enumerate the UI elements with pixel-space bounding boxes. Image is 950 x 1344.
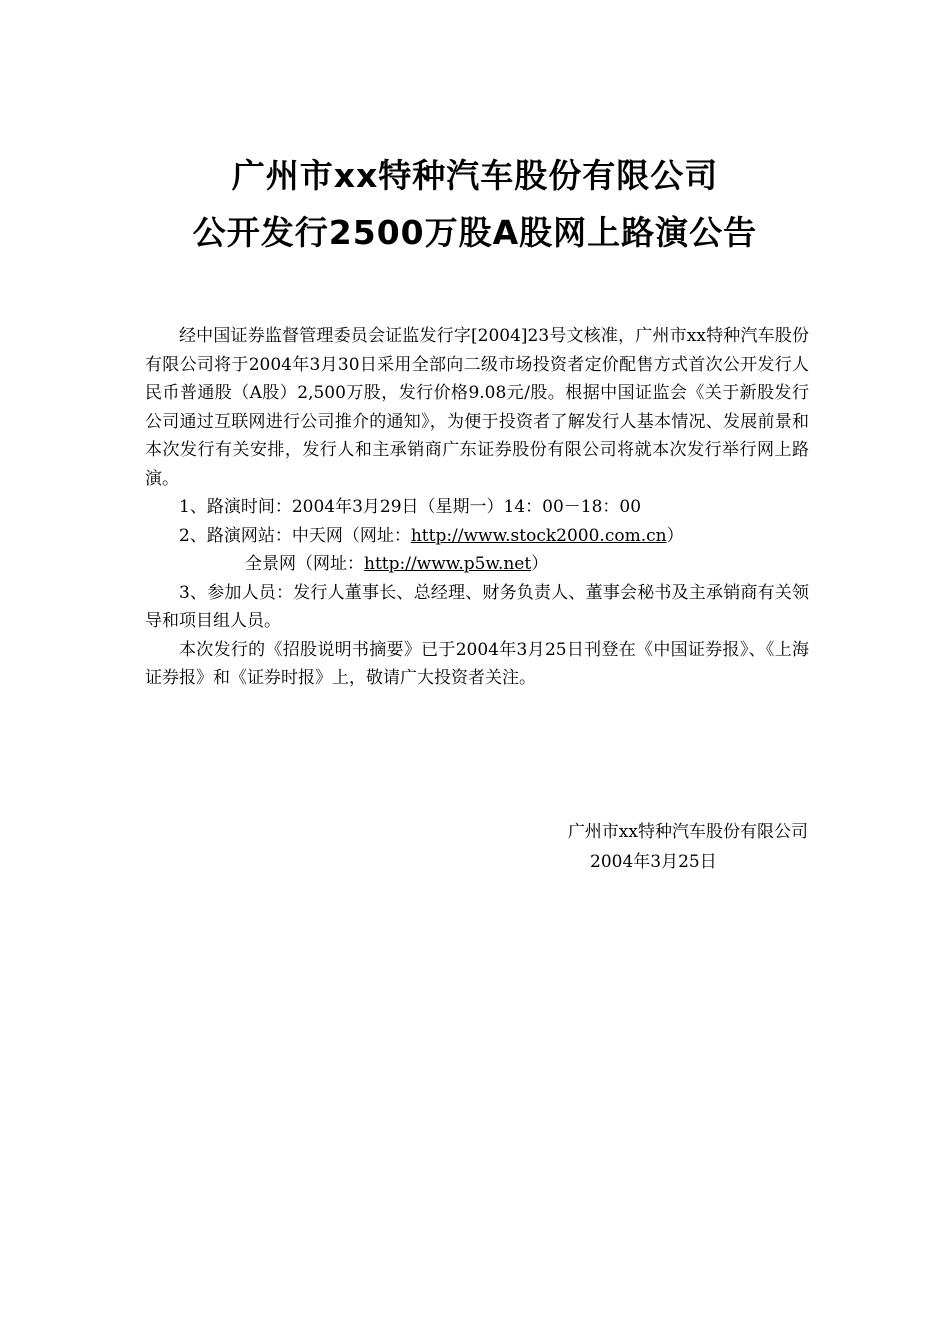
site-2-link[interactable]: http://www.p5w.net	[364, 554, 532, 574]
site-2-suffix: ）	[531, 554, 549, 574]
site-1-link[interactable]: http://www.stock2000.com.cn	[410, 525, 667, 546]
roadshow-time: 1、路演时间：2004年3月29日（星期一）14：00－18：00	[179, 497, 642, 517]
site-2-prefix: 全景网（网址：	[245, 554, 364, 574]
intro-paragraph: 经中国证券监督管理委员会证监发行字[2004]23号文核准，广州市xx特种汽车股份有限公司将于2004年3月30日采用全部向二级市场投资者定价配售方式首次公开发行人民币普通股（A股）2,500万股，发行价格9.08元/股。根据中国证监会《关于新股发行公司通过互联网进行公司推介的通知》，为便于投资者了解发行人基本情况、发展前景和本次发行有关安排，发行人和主承销商广东证券股份有限公司将就本次发行举行网上路演。	[145, 326, 809, 489]
announcement-body	[145, 322, 809, 693]
signature-company: 广州市xx特种汽车股份有限公司	[567, 822, 808, 842]
roadshow-site-1	[145, 522, 809, 551]
signature-date: 2004年3月25日	[590, 852, 717, 872]
roadshow-site-2	[145, 550, 809, 579]
participants-paragraph: 3、参加人员：发行人董事长、总经理、财务负责人、董事会秘书及主承销商有关领导和项目组人员。	[145, 582, 809, 631]
site-1-prefix: 2、路演网站：中天网（网址：	[179, 525, 411, 546]
title-line-1: 广州市xx特种汽车股份有限公司	[231, 156, 719, 195]
closing-paragraph: 本次发行的《招股说明书摘要》已于2004年3月25日刊登在《中国证券报》、《上海证券报》和《证券时报》上，敬请广大投资者关注。	[145, 639, 809, 688]
title-line-2: 公开发行2500万股A股网上路演公告	[192, 213, 758, 252]
site-1-suffix: ）	[666, 525, 684, 546]
